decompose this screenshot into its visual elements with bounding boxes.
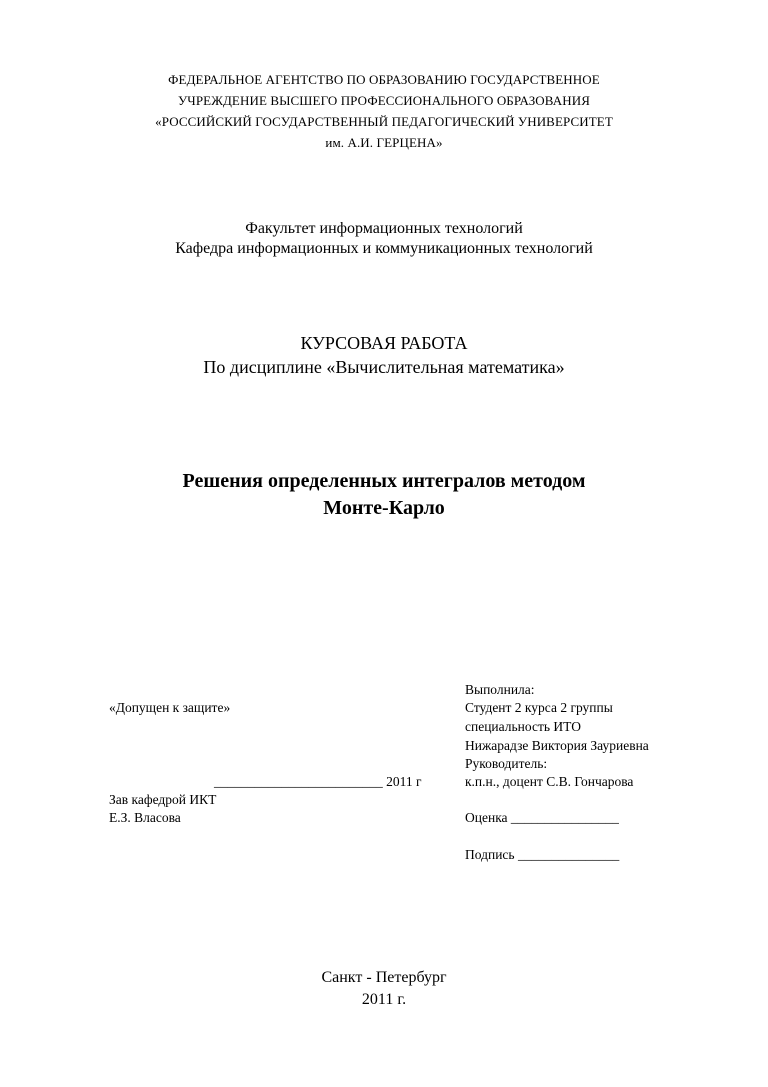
performed-label: Выполнила:: [465, 682, 535, 697]
head-name: Е.З. Власова: [109, 810, 181, 825]
student-name: Нижарадзе Виктория Зауриевна: [465, 738, 649, 753]
footer-city: Санкт - Петербург: [321, 969, 447, 986]
header-line-2: УЧРЕЖДЕНИЕ ВЫСШЕГО ПРОФЕССИОНАЛЬНОГО ОБРАЗОВАНИЯ: [177, 93, 590, 108]
discipline: По дисциплине «Вычислительная математика»: [203, 357, 565, 377]
faculty-name: Факультет информационных технологий: [245, 220, 523, 237]
work-type: КУРСОВАЯ РАБОТА: [300, 333, 468, 353]
header-line-4: им. А.И. ГЕРЦЕНА»: [325, 135, 443, 150]
admitted-label: «Допущен к защите»: [109, 700, 231, 715]
department-name: Кафедра информационных и коммуникационных технологий: [175, 240, 593, 257]
head-title: Зав кафедрой ИКТ: [109, 792, 217, 807]
page-title-line-2: Монте-Карло: [323, 497, 445, 519]
footer-year: 2011 г.: [361, 991, 407, 1008]
header-line-1: ФЕДЕРАЛЬНОЕ АГЕНТСТВО ПО ОБРАЗОВАНИЮ ГОСУДАРСТВЕННОЕ: [168, 72, 600, 87]
student-info: Студент 2 курса 2 группы: [465, 700, 613, 715]
supervisor-label: Руководитель:: [465, 756, 548, 771]
supervisor-name: к.п.н., доцент С.В. Гончарова: [465, 774, 634, 789]
specialty: специальность ИТО: [465, 719, 581, 734]
grade-field: Оценка ________________: [465, 810, 619, 825]
date-line: _________________________ 2011 г: [214, 774, 422, 789]
header-line-3: «РОССИЙСКИЙ ГОСУДАРСТВЕННЫЙ ПЕДАГОГИЧЕСКИЙ УНИВЕРСИТЕТ: [155, 114, 613, 129]
page-title-line-1: Решения определенных интегралов методом: [182, 470, 586, 492]
signature-field: Подпись _______________: [465, 847, 620, 862]
